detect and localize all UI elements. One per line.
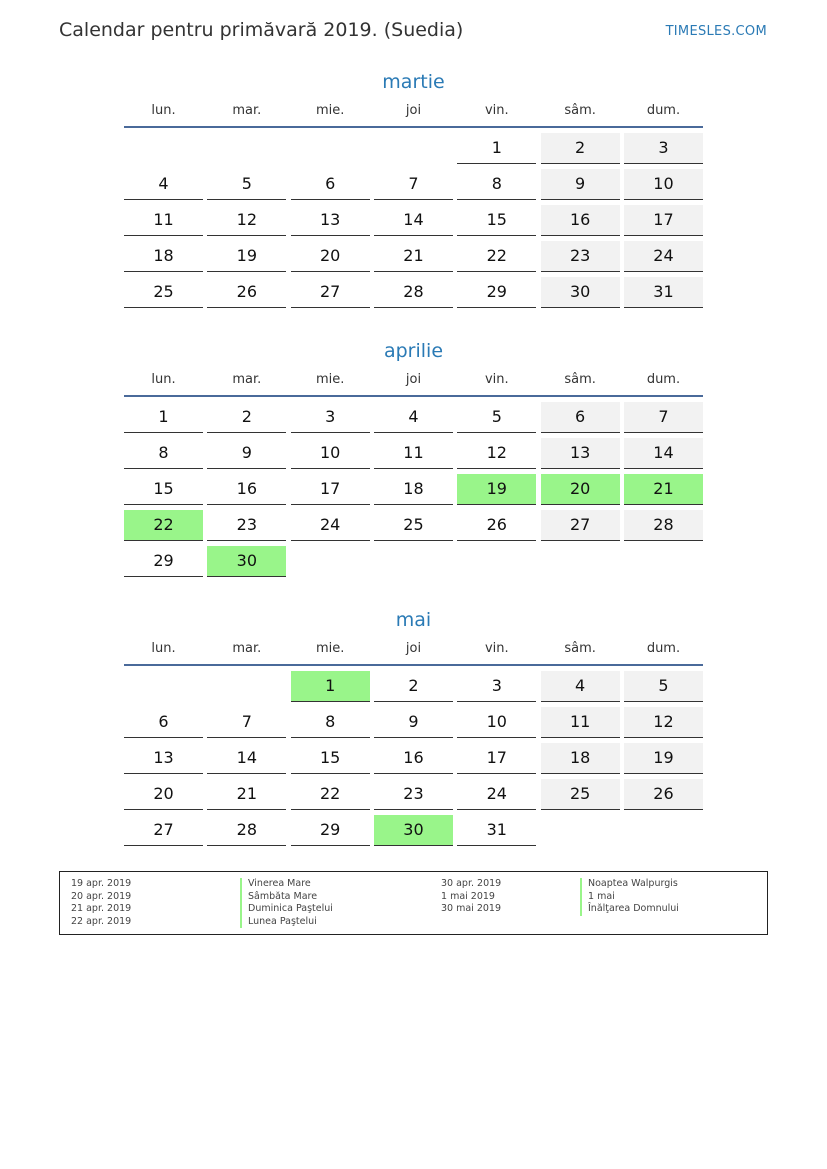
empty-day-cell <box>457 546 536 577</box>
day-cell: 12 <box>457 438 536 469</box>
legend-date: 1 mai 2019 <box>441 890 495 902</box>
day-cell: 19 <box>207 241 286 272</box>
week-row <box>124 546 703 582</box>
day-cell: 26 <box>624 779 703 810</box>
holiday-day-cell: 30 <box>207 546 286 577</box>
holiday-day-cell: 21 <box>624 474 703 505</box>
empty-day-cell <box>374 133 453 164</box>
holiday-day-cell: 1 <box>291 671 370 702</box>
day-cell: 7 <box>207 707 286 738</box>
day-cell: 10 <box>457 707 536 738</box>
day-cell: 5 <box>457 402 536 433</box>
empty-day-cell <box>124 133 203 164</box>
legend-dates-right <box>441 878 501 916</box>
weekday-label: mar. <box>232 641 262 656</box>
day-cell: 31 <box>457 815 536 846</box>
day-cell: 17 <box>457 743 536 774</box>
day-cell: 30 <box>541 277 620 308</box>
day-cell: 18 <box>374 474 453 505</box>
holiday-day-cell: 22 <box>124 510 203 541</box>
month-title: martie <box>382 71 445 93</box>
day-cell: 2 <box>207 402 286 433</box>
week-row <box>124 707 703 743</box>
weekday-label: dum. <box>646 103 681 118</box>
week-row <box>124 277 703 313</box>
day-cell: 9 <box>541 169 620 200</box>
day-cell: 9 <box>374 707 453 738</box>
day-cell: 6 <box>124 707 203 738</box>
empty-day-cell <box>541 546 620 577</box>
day-cell: 27 <box>124 815 203 846</box>
week-row <box>124 133 703 169</box>
day-cell: 11 <box>374 438 453 469</box>
weekday-label: joi <box>405 641 422 656</box>
day-cell: 15 <box>291 743 370 774</box>
weekday-header <box>124 636 703 662</box>
day-cell: 12 <box>207 205 286 236</box>
weekday-label: vin. <box>484 641 509 656</box>
empty-day-cell <box>291 133 370 164</box>
empty-day-cell <box>624 546 703 577</box>
day-cell: 26 <box>207 277 286 308</box>
weekday-label: lun. <box>151 641 176 656</box>
day-cell: 18 <box>124 241 203 272</box>
empty-day-cell <box>207 133 286 164</box>
legend-holiday-name: 1 mai <box>580 891 679 904</box>
weekday-label: lun. <box>151 103 176 118</box>
day-cell: 14 <box>374 205 453 236</box>
site-name[interactable]: TIMESLES.COM <box>665 24 767 39</box>
day-cell: 21 <box>207 779 286 810</box>
legend-date: 21 apr. 2019 <box>71 903 132 914</box>
weekday-label: vin. <box>484 103 509 118</box>
week-row <box>124 510 703 546</box>
day-cell: 31 <box>624 277 703 308</box>
empty-day-cell <box>541 815 620 846</box>
day-cell: 17 <box>291 474 370 505</box>
day-cell: 7 <box>374 169 453 200</box>
day-cell: 1 <box>124 402 203 433</box>
weekday-label: dum. <box>646 641 681 656</box>
day-cell: 22 <box>291 779 370 810</box>
day-cell: 23 <box>207 510 286 541</box>
day-cell: 15 <box>124 474 203 505</box>
day-cell: 17 <box>624 205 703 236</box>
day-cell: 7 <box>624 402 703 433</box>
day-cell: 24 <box>457 779 536 810</box>
day-cell: 9 <box>207 438 286 469</box>
day-cell: 5 <box>207 169 286 200</box>
weekday-label: joi <box>405 103 422 118</box>
weekday-label: mar. <box>232 103 262 118</box>
day-cell: 25 <box>124 277 203 308</box>
month-mai <box>124 606 703 851</box>
week-row <box>124 474 703 510</box>
weekday-label: mie. <box>315 103 345 118</box>
empty-day-cell <box>624 815 703 846</box>
day-cell: 16 <box>374 743 453 774</box>
day-cell: 20 <box>124 779 203 810</box>
day-cell: 13 <box>124 743 203 774</box>
legend-dates-left <box>71 878 131 928</box>
week-row <box>124 779 703 815</box>
weekday-label: lun. <box>151 372 176 387</box>
legend-holiday-name: Duminica Paştelui <box>240 903 333 916</box>
day-cell: 12 <box>624 707 703 738</box>
day-cell: 25 <box>374 510 453 541</box>
day-cell: 3 <box>291 402 370 433</box>
weekday-label: mar. <box>232 372 262 387</box>
day-cell: 2 <box>374 671 453 702</box>
day-cell: 22 <box>457 241 536 272</box>
day-cell: 28 <box>207 815 286 846</box>
day-cell: 19 <box>624 743 703 774</box>
day-cell: 18 <box>541 743 620 774</box>
day-cell: 15 <box>457 205 536 236</box>
day-cell: 29 <box>291 815 370 846</box>
day-cell: 25 <box>541 779 620 810</box>
day-cell: 24 <box>291 510 370 541</box>
month-martie <box>124 68 703 313</box>
day-cell: 14 <box>207 743 286 774</box>
day-cell: 26 <box>457 510 536 541</box>
weekday-label: sâm. <box>564 103 596 118</box>
holiday-day-cell: 20 <box>541 474 620 505</box>
header-divider <box>124 395 703 397</box>
day-cell: 21 <box>374 241 453 272</box>
legend-holiday-name: Vinerea Mare <box>240 878 333 891</box>
holiday-day-cell: 19 <box>457 474 536 505</box>
legend-date: 19 apr. 2019 <box>71 878 132 889</box>
day-grid <box>124 671 703 851</box>
legend-holiday-name: Înălţarea Domnului <box>580 903 679 916</box>
week-row <box>124 815 703 851</box>
weekday-label: mie. <box>315 641 345 656</box>
header-divider <box>124 126 703 128</box>
day-cell: 14 <box>624 438 703 469</box>
day-cell: 27 <box>541 510 620 541</box>
day-cell: 3 <box>624 133 703 164</box>
legend-date: 22 apr. 2019 <box>71 915 132 927</box>
day-grid <box>124 402 703 582</box>
empty-day-cell <box>374 546 453 577</box>
day-cell: 10 <box>624 169 703 200</box>
weekday-label: mie. <box>315 372 345 387</box>
day-cell: 20 <box>291 241 370 272</box>
day-cell: 4 <box>124 169 203 200</box>
day-cell: 16 <box>541 205 620 236</box>
week-row <box>124 241 703 277</box>
weekday-label: sâm. <box>564 641 596 656</box>
day-cell: 2 <box>541 133 620 164</box>
month-title: mai <box>395 609 432 631</box>
holiday-day-cell: 30 <box>374 815 453 846</box>
day-cell: 28 <box>374 277 453 308</box>
day-cell: 11 <box>541 707 620 738</box>
month-title: aprilie <box>383 340 444 362</box>
empty-day-cell <box>124 671 203 702</box>
week-row <box>124 402 703 438</box>
day-cell: 4 <box>541 671 620 702</box>
legend-holiday-name: Noaptea Walpurgis <box>580 878 679 891</box>
legend-names-left <box>240 878 333 928</box>
day-cell: 23 <box>374 779 453 810</box>
weekday-label: vin. <box>484 372 509 387</box>
header-divider <box>124 664 703 666</box>
day-cell: 13 <box>541 438 620 469</box>
day-cell: 28 <box>624 510 703 541</box>
day-cell: 10 <box>291 438 370 469</box>
holiday-legend <box>59 871 768 935</box>
legend-holiday-name: Lunea Paştelui <box>240 916 333 929</box>
day-cell: 8 <box>124 438 203 469</box>
day-cell: 3 <box>457 671 536 702</box>
legend-date: 30 mai 2019 <box>441 903 502 914</box>
day-cell: 5 <box>624 671 703 702</box>
week-row <box>124 169 703 205</box>
day-cell: 23 <box>541 241 620 272</box>
day-cell: 27 <box>291 277 370 308</box>
weekday-label: dum. <box>646 372 681 387</box>
week-row <box>124 671 703 707</box>
week-row <box>124 205 703 241</box>
empty-day-cell <box>291 546 370 577</box>
legend-date: 30 apr. 2019 <box>441 878 502 889</box>
week-row <box>124 743 703 779</box>
day-cell: 8 <box>291 707 370 738</box>
day-cell: 16 <box>207 474 286 505</box>
weekday-label: joi <box>405 372 422 387</box>
day-cell: 6 <box>541 402 620 433</box>
week-row <box>124 438 703 474</box>
day-cell: 4 <box>374 402 453 433</box>
month-aprilie <box>124 337 703 582</box>
day-cell: 11 <box>124 205 203 236</box>
day-cell: 1 <box>457 133 536 164</box>
day-cell: 8 <box>457 169 536 200</box>
day-cell: 29 <box>457 277 536 308</box>
legend-names-right <box>580 878 679 916</box>
day-cell: 29 <box>124 546 203 577</box>
empty-day-cell <box>207 671 286 702</box>
weekday-header <box>124 98 703 124</box>
day-cell: 24 <box>624 241 703 272</box>
weekday-header <box>124 367 703 393</box>
page-title: Calendar pentru primăvară 2019. (Suedia) <box>59 19 464 41</box>
weekday-label: sâm. <box>564 372 596 387</box>
day-cell: 13 <box>291 205 370 236</box>
day-grid <box>124 133 703 313</box>
legend-holiday-name: Sâmbăta Mare <box>240 891 333 904</box>
legend-date: 20 apr. 2019 <box>71 890 132 902</box>
day-cell: 6 <box>291 169 370 200</box>
